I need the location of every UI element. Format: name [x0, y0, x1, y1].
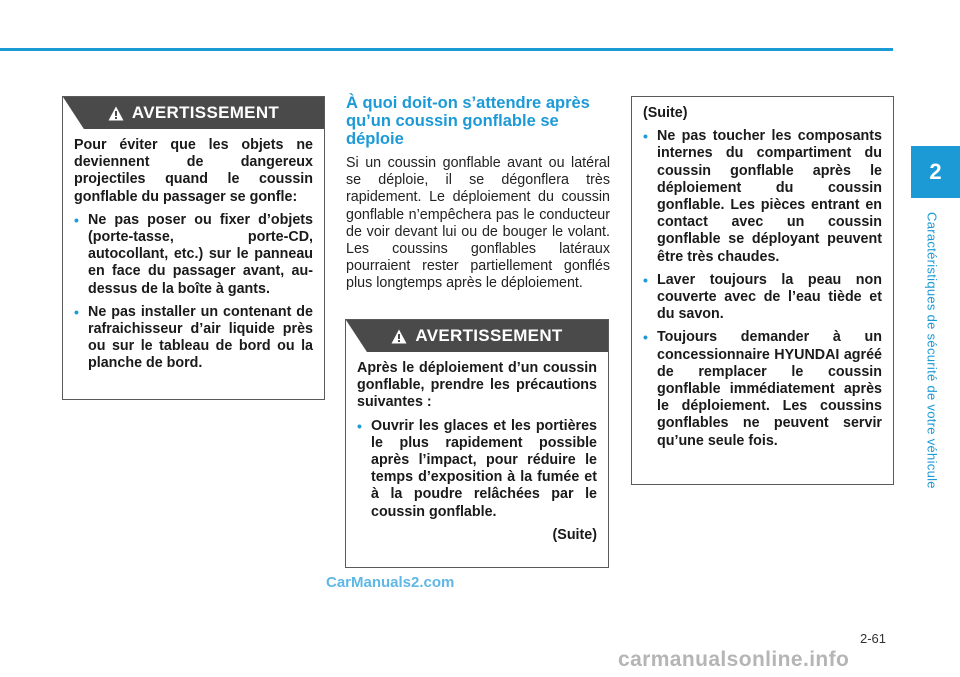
warning-header	[63, 97, 324, 133]
chapter-number: 2	[929, 159, 942, 184]
warning-triangle-icon	[391, 329, 407, 344]
warning-title: AVERTISSEMENT	[131, 103, 280, 122]
list-item	[74, 212, 313, 298]
bullet-dot-icon: •	[74, 303, 79, 320]
bullet-text: Ouvrir les glaces et les portières le plus rapidement possible après l’impact, pour réduire le temps d’exposition à la fumée et à la poudre relâchées par le coussin gonflable.	[371, 417, 597, 520]
warning-intro: Pour éviter que les objets ne deviennent de dangereux projectiles quand le coussin gonflable du passager se gonfle:	[74, 137, 313, 205]
bullet-text: Laver toujours la peau non couverte avec de l’eau tiède et du savon.	[657, 271, 882, 323]
list-item	[74, 304, 313, 373]
warning-continuation-box	[631, 96, 894, 485]
bullet-dot-icon: •	[643, 128, 648, 145]
warning-triangle-icon	[108, 106, 124, 121]
list-item	[643, 272, 882, 324]
section-body: Si un coussin gonflable avant ou latéral se déploie, il se dégonflera très rapidement. Le déploiement du coussin gonflable n’empêchera pas le conducteur de voir devant lui ou de bouger le volant. Les coussins gonflables latéraux pourraient rester partiellement gonflés plus longtemps après le déploiement.	[346, 155, 610, 292]
warning-box-1	[62, 96, 325, 400]
chapter-side-title	[920, 200, 944, 500]
watermark-link[interactable]: CarManuals2.com	[326, 574, 455, 591]
continued-label: (Suite)	[552, 526, 597, 543]
bullet-dot-icon: •	[643, 329, 648, 346]
list-item	[643, 128, 882, 266]
warning-title: AVERTISSEMENT	[415, 326, 563, 345]
section-heading: À quoi doit-on s’attendre après qu’un coussin gonflable se déploie	[346, 94, 590, 148]
page-number: 2-61	[860, 631, 887, 646]
bullet-dot-icon: •	[357, 417, 362, 434]
continuation-label: (Suite)	[643, 105, 688, 121]
footer-watermark: carmanualsonline.info	[618, 648, 850, 671]
warning-header	[346, 320, 608, 356]
bullet-dot-icon: •	[643, 271, 648, 288]
bullet-text: Ne pas toucher les composants internes du compartiment du coussin gonflable après le déploiement du coussin gonflable. Les pièces entrant en contact avec un coussin gonflable se déployant peuvent être très chaudes.	[657, 128, 882, 265]
list-item	[643, 329, 882, 449]
bullet-text: Toujours demander à un concessionnaire HYUNDAI agréé de remplacer le coussin gonflable immédiatement après le déploiement. Les coussins gonflables ne peuvent servir qu’une seule fois.	[657, 329, 882, 449]
list-item	[357, 418, 597, 521]
bullet-text: Ne pas poser ou fixer d’objets (porte-tasse, porte-CD, autocollant, etc.) sur le panneau en face du passager avant, au-dessus de la boîte à gants.	[88, 211, 313, 297]
top-rule	[0, 48, 893, 51]
bullet-text: Ne pas installer un contenant de rafraichisseur d’air liquide près ou sur le tableau de bord ou la planche de bord.	[88, 303, 313, 372]
warning-box-2	[345, 319, 609, 568]
bullet-dot-icon: •	[74, 211, 79, 228]
chapter-tab	[911, 146, 960, 198]
warning-intro: Après le déploiement d’un coussin gonflable, prendre les précautions suivantes :	[357, 360, 597, 411]
chapter-title: Caractéristiques de sécurité de votre véhicule	[924, 211, 940, 489]
